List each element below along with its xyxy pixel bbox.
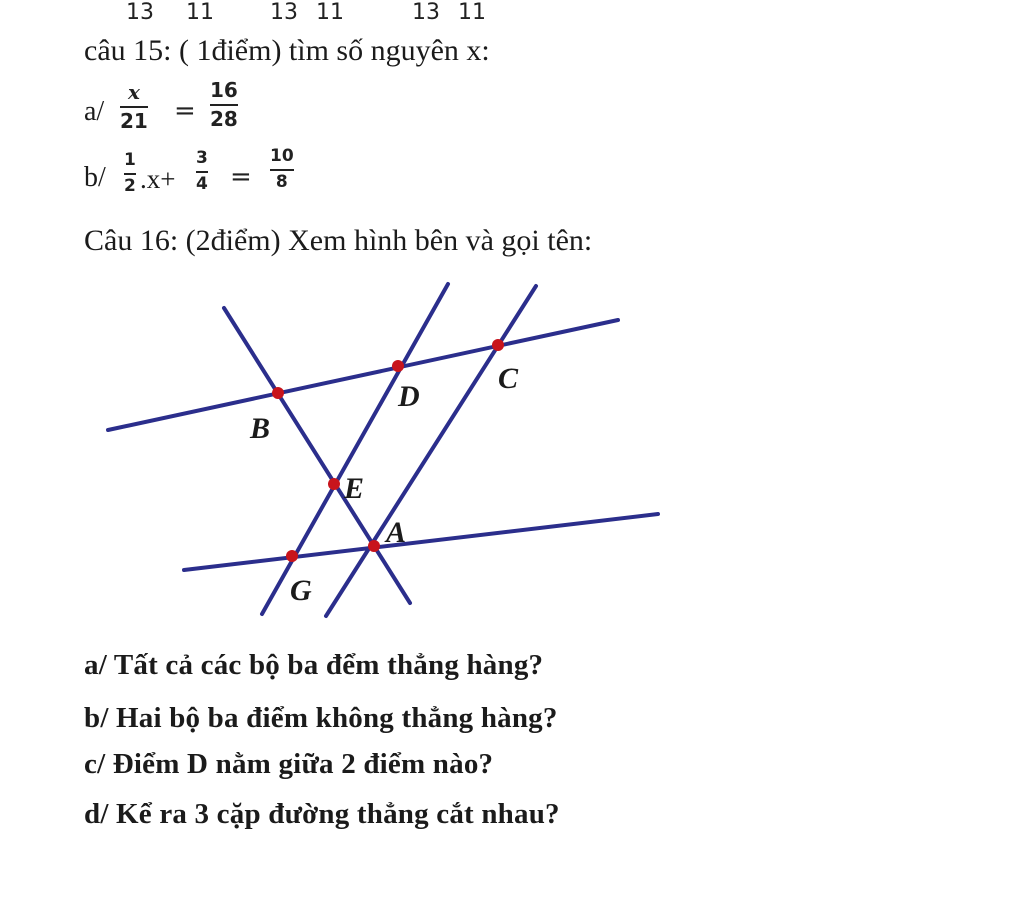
line-bea <box>224 308 410 603</box>
point-label-d: D <box>398 380 420 413</box>
cut-number: 11 <box>186 0 214 25</box>
equals-sign: = <box>174 96 196 126</box>
fraction-numerator: 16 <box>210 78 238 102</box>
point-e <box>328 478 340 490</box>
question-16-d: d/ Kể ra 3 cặp đường thẳng cắt nhau? <box>84 798 560 830</box>
question-16-c: c/ Điểm D nằm giữa 2 điểm nào? <box>84 748 494 780</box>
cut-number: 11 <box>316 0 344 25</box>
part-b-label: b/ <box>84 162 106 193</box>
point-label-b: B <box>250 412 271 445</box>
point-c <box>492 339 504 351</box>
cut-number: 13 <box>126 0 154 25</box>
equals-sign: = <box>230 162 252 192</box>
point-a <box>368 540 380 552</box>
fraction-denominator: 4 <box>196 174 208 194</box>
line-ac <box>326 286 536 616</box>
fraction-denominator: 28 <box>210 107 238 131</box>
cut-number: 13 <box>270 0 298 25</box>
point-label-c: C <box>498 362 519 395</box>
question-16-a: a/ Tất cả các bộ ba đểm thẳng hàng? <box>84 649 544 681</box>
line-bdc <box>108 320 618 430</box>
line-ged <box>262 284 448 614</box>
fraction-denominator: 21 <box>120 109 148 133</box>
fraction-numerator: 10 <box>270 146 294 166</box>
fraction-numerator: 3 <box>196 148 208 168</box>
fraction-denominator: 2 <box>124 176 136 196</box>
x-term: .x+ <box>140 164 176 194</box>
fraction-numerator: x <box>127 80 140 104</box>
point-label-e: E <box>344 472 365 505</box>
part-a-label: a/ <box>84 96 105 127</box>
fraction-numerator: 1 <box>124 150 136 170</box>
question-16-b: b/ Hai bộ ba điểm không thẳng hàng? <box>84 702 558 734</box>
point-label-a: A <box>386 516 407 549</box>
cut-number: 13 <box>412 0 440 25</box>
fraction-denominator: 8 <box>275 172 288 192</box>
point-g <box>286 550 298 562</box>
line-ga <box>184 514 658 570</box>
cut-number: 11 <box>458 0 486 25</box>
question-16-title: Câu 16: (2điểm) Xem hình bên và gọi tên: <box>84 224 593 257</box>
point-d <box>392 360 404 372</box>
point-b <box>272 387 284 399</box>
point-label-g: G <box>290 574 312 607</box>
question-15-title: câu 15: ( 1điểm) tìm số nguyên x: <box>84 34 490 67</box>
